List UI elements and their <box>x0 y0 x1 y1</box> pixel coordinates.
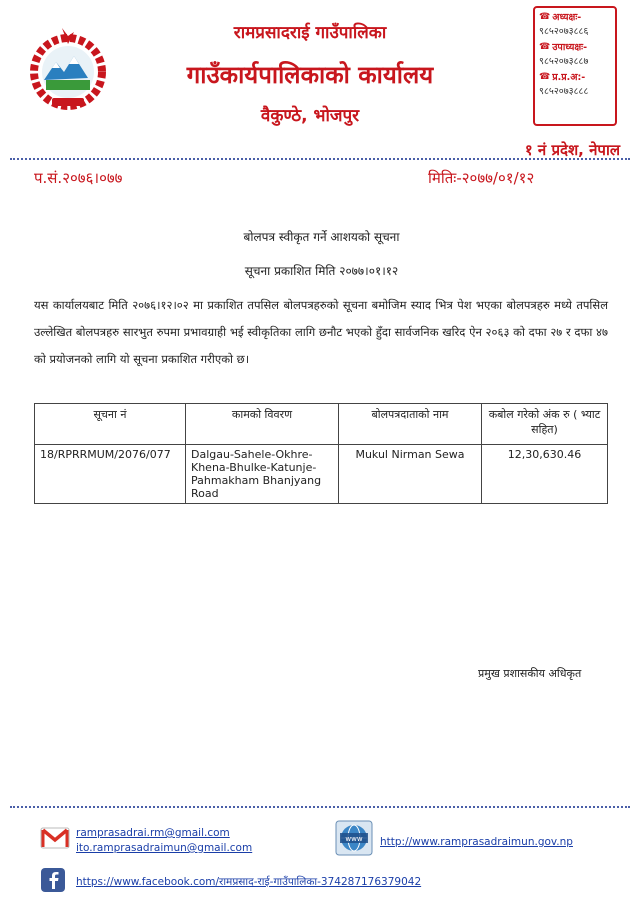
column-header: बोलपत्रदाताको नाम <box>339 404 482 445</box>
publish-date-line: सूचना प्रकाशित मिति २०७७।०१।१२ <box>244 264 399 278</box>
contact-box <box>533 6 617 126</box>
bid-table <box>34 403 608 504</box>
notice-title: बोलपत्र स्वीकृत गर्ने आशयको सूचना <box>243 230 400 244</box>
svg-text:www: www <box>345 835 363 843</box>
amount-cell: 12,30,630.46 <box>482 445 608 504</box>
province: १ नं प्रदेश, नेपाल <box>524 141 620 159</box>
email-link[interactable]: ito.ramprasadraimun@gmail.com <box>76 842 253 854</box>
column-header: कबोल गरेको अंक रु ( भ्याट सहित) <box>482 404 608 445</box>
letter-date: मितिः-२०७७/०१/१२ <box>428 169 535 187</box>
signature-title: प्रमुख प्रशासकीय अधिकृत <box>478 667 582 680</box>
contact-label: ☎ उपाध्यक्षः- <box>539 41 588 53</box>
contact-label: ☎ प्र.प्र.अ:- <box>539 71 586 83</box>
bidder-cell: Mukul Nirman Sewa <box>339 445 482 504</box>
contact-number: ९८५२०७३८८७ <box>539 56 589 67</box>
column-header: सूचना नं <box>35 404 186 445</box>
contact-number: ९८५२०७३८८८ <box>539 86 589 97</box>
footer-divider <box>10 806 630 808</box>
gmail-icon <box>40 826 70 850</box>
header-divider <box>10 158 630 160</box>
nepal-emblem-icon <box>22 22 114 114</box>
phone-icon: ☎ <box>539 71 551 82</box>
notice-body: यस कार्यालयबाट मिति २०७६।१२।०२ मा प्रकाशित तपसिल बोलपत्रहरुको सूचना बमोजिम स्याद भित्र पेश भएका बोलपत्रहरु मध्ये तपसिल उल्लेखित बोलपत्रहरु सारभुत रुपमा प्रभावग्राही भई स्वीकृतिका लागि छनौट भएको हुँदा सार्वजनिक खरिद ऐन २०६३ को दफा २७ र दफा ४७ को प्रयोजनको लागि यो सूचना प्रकाशित गरीएको छ। <box>34 298 608 366</box>
email-link[interactable]: ramprasadrai.rm@gmail.com <box>76 827 230 839</box>
contact-label: ☎ अध्यक्षः- <box>539 11 582 23</box>
office-name: गाउँकार्यपालिकाको कार्यालय <box>186 61 434 89</box>
globe-www-icon <box>335 820 373 856</box>
notice-no-cell: 18/RPRRMUM/2076/077 <box>35 445 186 504</box>
org-name: रामप्रसादराई गाउँपालिका <box>233 23 387 43</box>
facebook-link[interactable]: https://www.facebook.com/रामप्रसाद-राई-गाउँपालिका-374287176379042 <box>76 876 422 888</box>
phone-icon: ☎ <box>539 41 551 52</box>
office-address: वैकुण्ठे, भोजपुर <box>260 106 360 126</box>
contact-number: ९८५२०७३८८६ <box>539 26 589 37</box>
facebook-icon <box>40 867 66 893</box>
column-header: कामको विवरण <box>186 404 339 445</box>
website-link[interactable]: http://www.ramprasadraimun.gov.np <box>380 836 573 848</box>
reference-number: प.सं.२०७६।०७७ <box>34 169 123 187</box>
table-row <box>35 445 608 504</box>
phone-icon: ☎ <box>539 11 551 22</box>
work-description-cell: Dalgau-Sahele-Okhre-Khena-Bhulke-Katunje-Pahmakham Bhanjyang Road <box>186 445 339 504</box>
table-header-row <box>35 404 608 445</box>
